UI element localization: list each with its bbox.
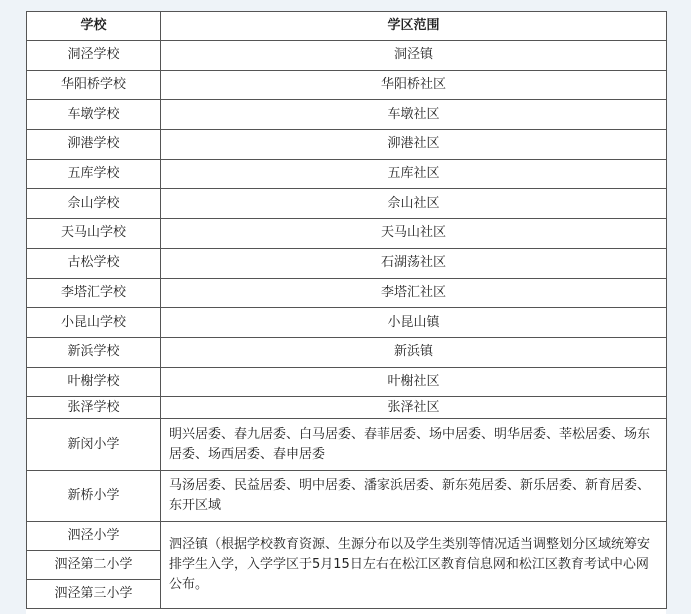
school-cell: 古松学校: [27, 248, 161, 278]
table-row: [27, 397, 667, 419]
table-frame: [26, 11, 666, 614]
area-cell: 天马山社区: [161, 219, 667, 249]
area-cell: 华阳桥社区: [161, 70, 667, 100]
school-cell: 新闵小学: [27, 419, 161, 471]
school-cell: 泖港学校: [27, 130, 161, 160]
table-row: [27, 41, 667, 71]
school-cell: 华阳桥学校: [27, 70, 161, 100]
area-cell: 佘山社区: [161, 189, 667, 219]
school-cell: 新桥小学: [27, 471, 161, 522]
school-cell: 张泽学校: [27, 397, 161, 419]
school-cell: 佘山学校: [27, 189, 161, 219]
school-cell: 叶榭学校: [27, 367, 161, 397]
school-cell: 天马山学校: [27, 219, 161, 249]
table-row: [27, 100, 667, 130]
table-row: [27, 471, 667, 522]
area-cell: 车墩社区: [161, 100, 667, 130]
area-cell: 洞泾镇: [161, 41, 667, 71]
school-cell: 新浜学校: [27, 337, 161, 367]
school-cell: 洞泾学校: [27, 41, 161, 71]
school-cell: 泗泾小学: [27, 522, 161, 551]
school-cell: 车墩学校: [27, 100, 161, 130]
school-cell: 泗泾第二小学: [27, 551, 161, 580]
table-row: [27, 219, 667, 249]
school-district-table: [26, 11, 667, 609]
school-cell: 李塔汇学校: [27, 278, 161, 308]
table-row: [27, 159, 667, 189]
merged-area-cell: 泗泾镇（根据学校教育资源、生源分布以及学生类别等情况适当调整划分区域统筹安排学生入学，入学学区于5月15日左右在松江区教育信息网和松江区教育考试中心网公布。: [161, 522, 667, 609]
table-row: [27, 278, 667, 308]
table-row: [27, 522, 667, 551]
table-row: [27, 337, 667, 367]
area-cell: 叶榭社区: [161, 367, 667, 397]
table-row: [27, 419, 667, 471]
table-row: [27, 248, 667, 278]
area-cell: 泖港社区: [161, 130, 667, 160]
area-cell: 石湖荡社区: [161, 248, 667, 278]
table-row: [27, 70, 667, 100]
area-cell: 李塔汇社区: [161, 278, 667, 308]
area-cell: 小昆山镇: [161, 308, 667, 338]
school-cell: 泗泾第三小学: [27, 580, 161, 609]
table-row: [27, 367, 667, 397]
table-row: [27, 130, 667, 160]
area-cell: 新浜镇: [161, 337, 667, 367]
area-cell: 五库社区: [161, 159, 667, 189]
school-cell: 小昆山学校: [27, 308, 161, 338]
school-cell: 五库学校: [27, 159, 161, 189]
area-cell: 明兴居委、春九居委、白马居委、春菲居委、场中居委、明华居委、莘松居委、场东居委、场西居委、春申居委: [161, 419, 667, 471]
table-row: [27, 308, 667, 338]
header-school: 学校: [27, 12, 161, 41]
table-header-row: [27, 12, 667, 41]
area-cell: 马汤居委、民益居委、明中居委、潘家浜居委、新东苑居委、新乐居委、新育居委、东开区域: [161, 471, 667, 522]
table-row: [27, 189, 667, 219]
area-cell: 张泽社区: [161, 397, 667, 419]
header-district: 学区范围: [161, 12, 667, 41]
